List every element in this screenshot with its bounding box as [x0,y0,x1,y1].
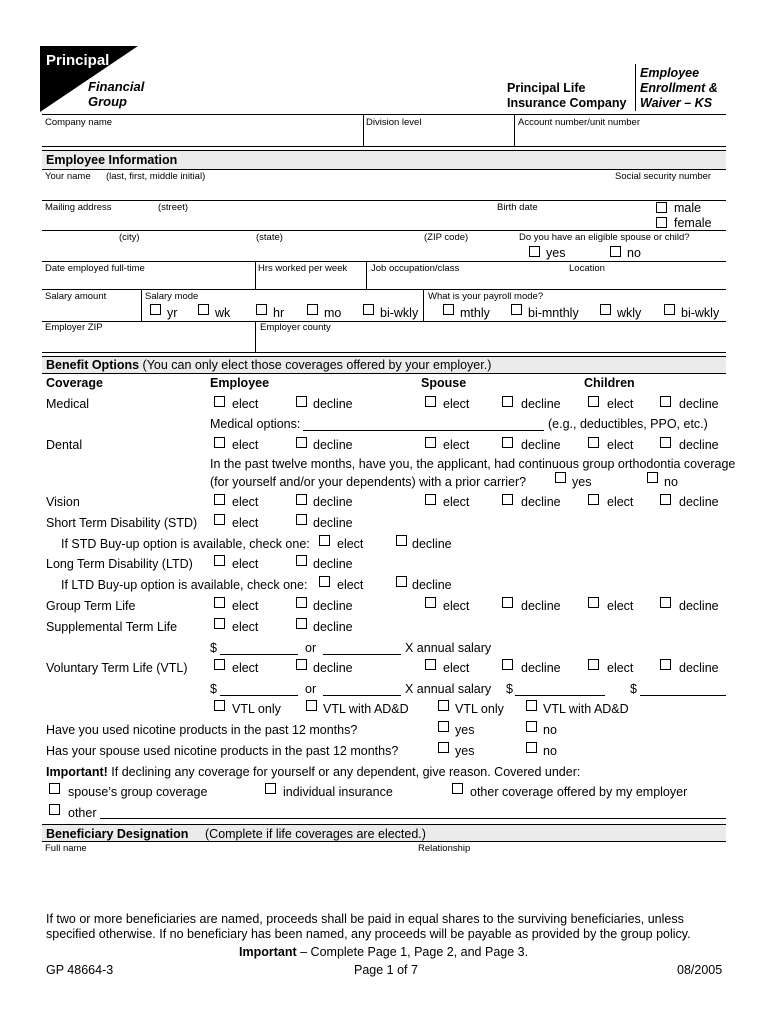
rule [42,146,726,147]
decline-label: decline [313,599,353,613]
important-text: If declining any coverage for yourself or any dependent, give reason. Covered under: [111,765,581,779]
ltd-buyup-label: If LTD Buy-up option is available, check one: [61,578,308,592]
col-children: Children [584,376,635,390]
rule [42,169,726,170]
beneficiary-notice-line2: specified otherwise. If no beneficiary has been named, any proceeds will be payable as provided by the group policy. [46,927,691,941]
elect-label: elect [443,599,470,613]
footer-important [239,945,528,959]
ltd-elect-checkbox[interactable] [214,555,225,566]
your-name-hint: (last, first, middle initial) [106,171,206,182]
ltd-buyup-elect-checkbox[interactable] [319,576,330,587]
x-annual-salary-label: X annual salary [405,682,492,696]
decline-label: decline [313,620,353,634]
elect-label: elect [232,516,259,530]
beneficiary-title: Beneficiary Designation [46,827,189,841]
relationship-label: Relationship [418,843,471,854]
no-label: no [543,744,557,758]
page-number: Page 1 of 7 [354,963,418,977]
rule [42,373,726,374]
medical-options-hint: (e.g., deductibles, PPO, etc.) [548,417,708,431]
other-coverage-checkbox[interactable] [452,783,463,794]
vision-employee-elect-checkbox[interactable] [214,494,225,505]
decline-reason-prompt [46,765,580,779]
medical-options-label: Medical options: [210,417,301,431]
your-name-label: Your name [45,171,91,182]
salary-mode-biwkly-checkbox[interactable] [363,304,374,315]
ortho-question-line2: (for yourself and/or your dependents) with a prior carrier? [210,475,527,489]
beneficiary-notice-line1: If two or more beneficiaries are named, proceeds shall be paid in equal shares to the surviving beneficiaries, unless [46,912,684,926]
vtl-children-decline-checkbox[interactable] [660,659,671,670]
std-buyup-decline-checkbox[interactable] [396,535,407,546]
divider [255,261,256,289]
spouse-child-question: Do you have an eligible spouse or child? [519,232,690,243]
rule [42,150,726,151]
zip-label: (ZIP code) [424,232,469,243]
decline-label: decline [313,397,353,411]
ortho-question-line1: In the past twelve months, have you, the applicant, had continuous group orthodontia coverage [210,457,736,471]
decline-label: decline [521,661,561,675]
stl-decline-checkbox[interactable] [296,618,307,629]
decline-label: decline [412,537,452,551]
employee-section-title: Employee Information [46,153,178,167]
decline-label: decline [412,578,452,592]
logo-group: Group [88,94,127,109]
logo-principal: Principal [46,52,110,69]
medical-employee-elect-checkbox[interactable] [214,396,225,407]
male-checkbox[interactable] [656,202,667,213]
benefit-title-bold: Benefit Options [46,358,140,372]
decline-label: decline [521,438,561,452]
gtl-employee-elect-checkbox[interactable] [214,597,225,608]
rule [42,289,726,290]
ortho-no-checkbox[interactable] [647,472,658,483]
hrs-worked-label: Hrs worked per week [258,263,348,274]
decline-label: decline [313,557,353,571]
company-name-label: Company name [45,117,113,128]
street-label: (street) [158,202,189,213]
male-label: male [674,201,702,215]
nicotine-spouse-question: Has your spouse used nicotine products in the past 12 months? [46,744,399,758]
decline-label: decline [679,661,719,675]
medical-children-decline-checkbox[interactable] [660,396,671,407]
stl-amount-field[interactable] [220,654,298,655]
important-bold: Important! [46,765,108,779]
gtl-employee-decline-checkbox[interactable] [296,597,307,608]
decline-label: decline [679,495,719,509]
beneficiary-hint: (Complete if life coverages are elected.) [205,827,426,841]
medical-options-field[interactable] [303,430,544,431]
spouse-yes-label: yes [546,246,566,260]
salary-mode-wk-label: wk [215,306,231,320]
elect-label: elect [232,438,259,452]
elect-label: elect [337,537,364,551]
col-employee: Employee [210,376,270,390]
std-buyup-elect-checkbox[interactable] [319,535,330,546]
decline-label: decline [679,599,719,613]
other-reason-field[interactable] [100,818,726,819]
medical-spouse-elect-checkbox[interactable] [425,396,436,407]
form-number: GP 48664-3 [46,963,114,977]
yes-label: yes [455,723,475,737]
other-label: other [68,806,97,820]
supplemental-term-life-label: Supplemental Term Life [46,620,178,634]
gtl-spouse-decline-checkbox[interactable] [502,597,513,608]
col-coverage: Coverage [46,376,103,390]
job-occupation-label: Job occupation/class [371,263,460,274]
std-elect-checkbox[interactable] [214,514,225,525]
vision-children-elect-checkbox[interactable] [588,494,599,505]
decline-label: decline [313,495,353,509]
footer-important-bold: Important [239,945,297,959]
female-checkbox[interactable] [656,217,667,228]
or-label: or [305,641,317,655]
salary-mode-mo-checkbox[interactable] [307,304,318,315]
divider [255,321,256,352]
vtl-spouse-elect-checkbox[interactable] [425,659,436,670]
form-title-2: Enrollment & [640,81,718,95]
dental-label: Dental [46,438,83,452]
elect-label: elect [337,578,364,592]
decline-label: decline [679,438,719,452]
nicotine-you-question: Have you used nicotine products in the past 12 months? [46,723,358,737]
nicotine-you-no-checkbox[interactable] [526,721,537,732]
nicotine-spouse-no-checkbox[interactable] [526,742,537,753]
vtl-employee-elect-checkbox[interactable] [214,659,225,670]
payroll-wkly-label: wkly [617,306,642,320]
decline-label: decline [313,438,353,452]
divider [366,261,367,289]
salary-amount-label: Salary amount [45,291,107,302]
salary-mode-label: Salary mode [145,291,199,302]
employer-zip-label: Employer ZIP [45,322,103,333]
vision-spouse-elect-checkbox[interactable] [425,494,436,505]
gtl-children-elect-checkbox[interactable] [588,597,599,608]
elect-label: elect [232,661,259,675]
nicotine-you-yes-checkbox[interactable] [438,721,449,732]
vtl-only-label: VTL only [455,702,504,716]
dental-employee-decline-checkbox[interactable] [296,437,307,448]
vtl-spouse-decline-checkbox[interactable] [502,659,513,670]
ltd-label: Long Term Disability (LTD) [46,557,193,571]
division-level-label: Division level [366,117,422,128]
vtl-employee-decline-checkbox[interactable] [296,659,307,670]
no-label: no [664,475,678,489]
spouse-yes-checkbox[interactable] [529,246,540,257]
ltd-decline-checkbox[interactable] [296,555,307,566]
company-line2: Insurance Company [507,96,627,110]
spouse-no-label: no [627,246,641,260]
birth-date-label: Birth date [497,202,538,213]
elect-label: elect [607,495,634,509]
dental-spouse-decline-checkbox[interactable] [502,437,513,448]
payroll-mode-label: What is your payroll mode? [428,291,544,302]
ortho-yes-checkbox[interactable] [555,472,566,483]
location-label: Location [569,263,605,274]
salary-mode-hr-checkbox[interactable] [256,304,267,315]
vtl-multiple-field[interactable] [323,695,401,696]
rule [42,321,726,322]
vision-employee-decline-checkbox[interactable] [296,494,307,505]
salary-mode-yr-checkbox[interactable] [150,304,161,315]
decline-label: decline [521,397,561,411]
vtl-amount-field[interactable] [220,695,298,696]
elect-label: elect [607,397,634,411]
ssn-label: Social security number [615,171,712,182]
mailing-address-label: Mailing address [45,202,112,213]
vtl-only-spouse-checkbox[interactable] [438,700,449,711]
vision-spouse-decline-checkbox[interactable] [502,494,513,505]
payroll-biwkly-label: bi-wkly [681,306,720,320]
vtl-add-label: VTL with AD&D [323,702,409,716]
other-coverage-label: other coverage offered by my employer [470,785,688,799]
rule [42,261,726,262]
vtl-add-spouse-checkbox[interactable] [526,700,537,711]
logo-financial: Financial [88,79,145,94]
decline-label: decline [521,495,561,509]
spouse-group-coverage-label: spouse’s group coverage [68,785,208,799]
dollar-sign: $ [210,682,217,696]
employer-county-label: Employer county [260,322,331,333]
form-title-3: Waiver – KS [640,96,713,110]
spouse-no-checkbox[interactable] [610,246,621,257]
header-divider [635,64,636,111]
company-line1: Principal Life [507,81,586,95]
stl-multiple-field[interactable] [323,654,401,655]
dental-spouse-elect-checkbox[interactable] [425,437,436,448]
yes-label: yes [572,475,592,489]
vtl-only-label: VTL only [232,702,281,716]
x-annual-salary-label: X annual salary [405,641,492,655]
decline-label: decline [521,599,561,613]
elect-label: elect [443,397,470,411]
gtl-spouse-elect-checkbox[interactable] [425,597,436,608]
elect-label: elect [443,495,470,509]
rule [42,356,726,357]
form-title-1: Employee [640,66,700,80]
payroll-bimnthly-label: bi-mnthly [528,306,579,320]
elect-label: elect [232,495,259,509]
gtl-children-decline-checkbox[interactable] [660,597,671,608]
state-label: (state) [256,232,283,243]
payroll-biwkly-checkbox[interactable] [664,304,675,315]
payroll-mthly-label: mthly [460,306,490,320]
divider [423,289,424,321]
elect-label: elect [607,599,634,613]
medical-label: Medical [46,397,90,411]
decline-label: decline [313,516,353,530]
or-label: or [305,682,317,696]
vtl-only-employee-checkbox[interactable] [214,700,225,711]
group-term-life-label: Group Term Life [46,599,136,613]
std-decline-checkbox[interactable] [296,514,307,525]
footer-important-text: – Complete Page 1, Page 2, and Page 3. [300,945,529,959]
elect-label: elect [232,397,259,411]
dental-children-decline-checkbox[interactable] [660,437,671,448]
salary-mode-yr-label: yr [167,306,178,320]
vtl-add-label: VTL with AD&D [543,702,629,716]
salary-mode-hr-label: hr [273,306,285,320]
vtl-label: Voluntary Term Life (VTL) [46,661,188,675]
dollar-sign: $ [506,682,513,696]
dental-employee-elect-checkbox[interactable] [214,437,225,448]
std-label: Short Term Disability (STD) [46,516,198,530]
decline-label: decline [679,397,719,411]
vtl-add-employee-checkbox[interactable] [306,700,317,711]
decline-label: decline [313,661,353,675]
vision-children-decline-checkbox[interactable] [660,494,671,505]
ltd-buyup-decline-checkbox[interactable] [396,576,407,587]
elect-label: elect [232,557,259,571]
salary-mode-biwkly-label: bi-wkly [380,306,419,320]
individual-insurance-label: individual insurance [283,785,393,799]
elect-label: elect [443,661,470,675]
form-date: 08/2005 [677,963,723,977]
dental-children-elect-checkbox[interactable] [588,437,599,448]
vtl-spouse-amount-field[interactable] [515,695,605,696]
spouse-group-coverage-checkbox[interactable] [49,783,60,794]
dollar-sign: $ [210,641,217,655]
divider [363,114,364,146]
rule [42,200,726,201]
salary-mode-wk-checkbox[interactable] [198,304,209,315]
nicotine-spouse-yes-checkbox[interactable] [438,742,449,753]
medical-spouse-decline-checkbox[interactable] [502,396,513,407]
female-label: female [674,216,712,230]
medical-children-elect-checkbox[interactable] [588,396,599,407]
individual-insurance-checkbox[interactable] [265,783,276,794]
std-buyup-label: If STD Buy-up option is available, check one: [61,537,310,551]
col-spouse: Spouse [421,376,467,390]
elect-label: elect [232,620,259,634]
salary-mode-mo-label: mo [324,306,342,320]
rule [42,841,726,842]
other-checkbox[interactable] [49,804,60,815]
elect-label: elect [443,438,470,452]
top-rule [42,114,726,115]
vision-label: Vision [46,495,80,509]
city-label: (city) [119,232,140,243]
vtl-children-amount-field[interactable] [640,695,726,696]
payroll-wkly-checkbox[interactable] [600,304,611,315]
elect-label: elect [607,438,634,452]
elect-label: elect [607,661,634,675]
payroll-mthly-checkbox[interactable] [443,304,454,315]
elect-label: elect [232,599,259,613]
divider [514,114,515,146]
account-number-label: Account number/unit number [518,117,640,128]
vtl-children-elect-checkbox[interactable] [588,659,599,670]
rule [42,824,726,825]
payroll-bimnthly-checkbox[interactable] [511,304,522,315]
rule [42,352,726,353]
stl-elect-checkbox[interactable] [214,618,225,629]
date-employed-label: Date employed full-time [45,263,145,274]
no-label: no [543,723,557,737]
divider [141,289,142,321]
benefit-title-rest: (You can only elect those coverages offered by your employer.) [142,358,492,372]
benefit-section-title [46,358,491,372]
dollar-sign: $ [630,682,637,696]
yes-label: yes [455,744,475,758]
full-name-label: Full name [45,843,87,854]
rule [42,230,726,231]
medical-employee-decline-checkbox[interactable] [296,396,307,407]
